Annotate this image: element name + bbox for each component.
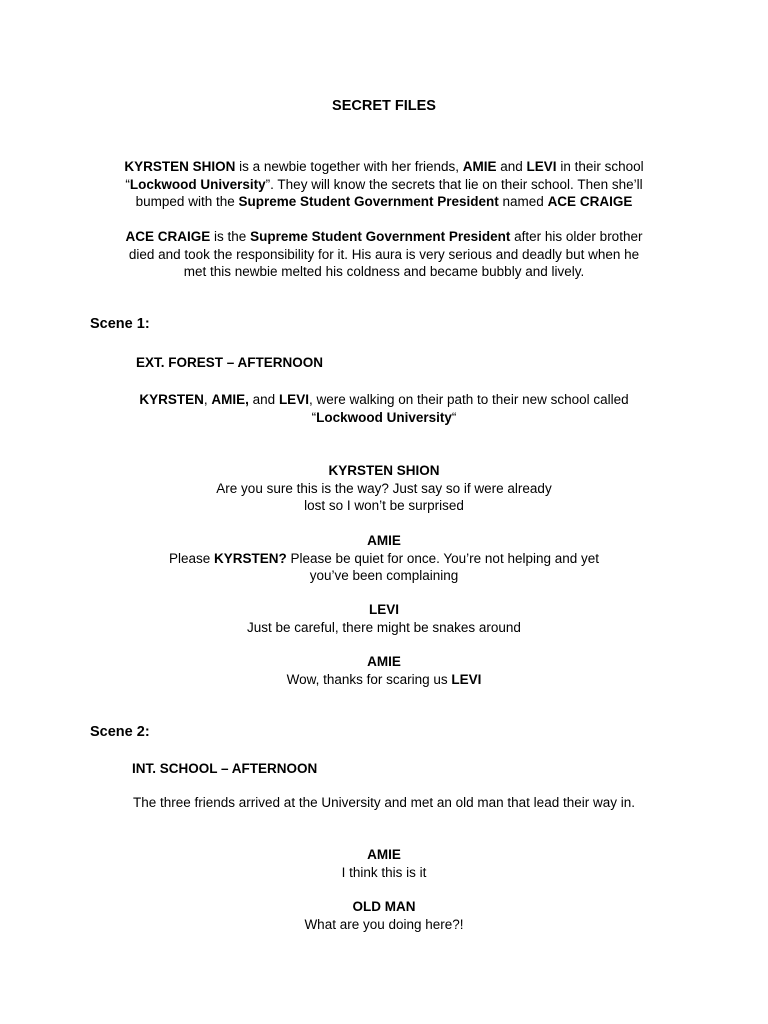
- character-name: AMIE: [367, 654, 401, 669]
- text-line: [84, 409, 684, 427]
- scene-2-heading: Scene 2:: [90, 724, 150, 740]
- scene-2-slugline: INT. SCHOOL – AFTERNOON: [132, 761, 318, 776]
- synopsis-paragraph-ace: [84, 228, 684, 281]
- text-run: Are you sure this is the way? Just say so if were already: [216, 480, 552, 496]
- dialogue-kyrsten: [84, 462, 684, 515]
- text-run: named: [498, 194, 548, 209]
- text-run: is a newbie together with her friends,: [235, 159, 463, 174]
- bold-text-run: LEVI: [278, 392, 309, 407]
- character-name: AMIE: [367, 533, 401, 548]
- text-run: “: [125, 176, 130, 192]
- dialogue-line: [84, 497, 684, 515]
- scene-2-action: [84, 794, 684, 812]
- bold-text-run: Lockwood University: [316, 409, 452, 425]
- dialogue-line: [84, 550, 684, 568]
- character-name: AMIE: [367, 847, 401, 862]
- bold-text-run: KYRSTEN: [139, 392, 204, 407]
- text-line: [84, 193, 684, 211]
- character-name: KYRSTEN SHION: [328, 463, 440, 478]
- text-run: ”. They will know the secrets that lie on their school. Then she’ll: [265, 176, 643, 192]
- text-run: I think this is it: [341, 864, 427, 880]
- bold-text-run: Supreme Student Government President: [250, 229, 511, 244]
- bold-text-run: ACE CRAIGE: [547, 194, 633, 209]
- dialogue-levi: [84, 601, 684, 636]
- text-run: is the: [210, 229, 251, 244]
- text-line: [84, 176, 684, 194]
- text-line: [84, 228, 684, 246]
- text-run: What are you doing here?!: [304, 916, 464, 932]
- synopsis-paragraph-kyrsten: [84, 158, 684, 211]
- text-run: Just be careful, there might be snakes around: [247, 619, 521, 635]
- dialogue-line: [84, 619, 684, 637]
- text-run: met this newbie melted his coldness and became bubbly and lively.: [183, 264, 585, 279]
- text-run: ,: [203, 392, 212, 407]
- text-run: , were walking on their path to their new school called: [308, 392, 629, 407]
- bold-text-run: LEVI: [451, 671, 482, 687]
- bold-text-run: KYRSTEN?: [214, 550, 287, 566]
- bold-text-run: Supreme Student Government President: [238, 194, 499, 209]
- text-run: Please: [168, 550, 215, 566]
- text-run: died and took the responsibility for it. His aura is very serious and deadly but when he: [128, 246, 640, 262]
- dialogue-line: [84, 671, 684, 689]
- scene-1-heading: Scene 1:: [90, 316, 150, 332]
- character-name: OLD MAN: [352, 899, 416, 914]
- character-name: LEVI: [368, 602, 399, 617]
- text-run: you’ve been complaining: [309, 568, 459, 583]
- scene-1-slugline: EXT. FOREST – AFTERNOON: [136, 355, 324, 370]
- document-title: SECRET FILES: [332, 98, 436, 114]
- dialogue-amie: [84, 532, 684, 585]
- dialogue-line: [84, 567, 684, 585]
- bold-text-run: AMIE,: [211, 392, 249, 407]
- text-run: Please be quiet for once. You’re not helping and yet: [286, 550, 600, 566]
- text-run: and: [248, 392, 279, 407]
- dialogue-line: [84, 864, 684, 882]
- text-line: [84, 158, 684, 176]
- bold-text-run: KYRSTEN SHION: [124, 159, 236, 174]
- text-run: Wow, thanks for scaring us: [286, 671, 452, 687]
- dialogue-line: [84, 916, 684, 934]
- bold-text-run: AMIE: [462, 159, 497, 174]
- text-line: [84, 794, 684, 812]
- text-run: “: [451, 409, 457, 425]
- text-line: [84, 263, 684, 281]
- scene-1-action: [84, 391, 684, 426]
- dialogue-amie-3: [84, 846, 684, 881]
- text-run: and: [496, 159, 527, 174]
- dialogue-old-man: [84, 898, 684, 933]
- text-run: lost so I won’t be surprised: [304, 498, 464, 513]
- text-run: The three friends arrived at the University and met an old man that lead their way in.: [132, 795, 635, 810]
- text-run: bumped with the: [135, 194, 239, 209]
- text-line: [84, 246, 684, 264]
- bold-text-run: ACE CRAIGE: [125, 229, 211, 244]
- dialogue-line: [84, 480, 684, 498]
- dialogue-amie-2: [84, 653, 684, 688]
- bold-text-run: Lockwood University: [129, 176, 266, 192]
- text-run: in their school: [556, 159, 644, 174]
- text-run: “: [311, 409, 317, 425]
- text-line: [84, 391, 684, 409]
- bold-text-run: LEVI: [526, 159, 557, 174]
- text-run: after his older brother: [510, 229, 643, 244]
